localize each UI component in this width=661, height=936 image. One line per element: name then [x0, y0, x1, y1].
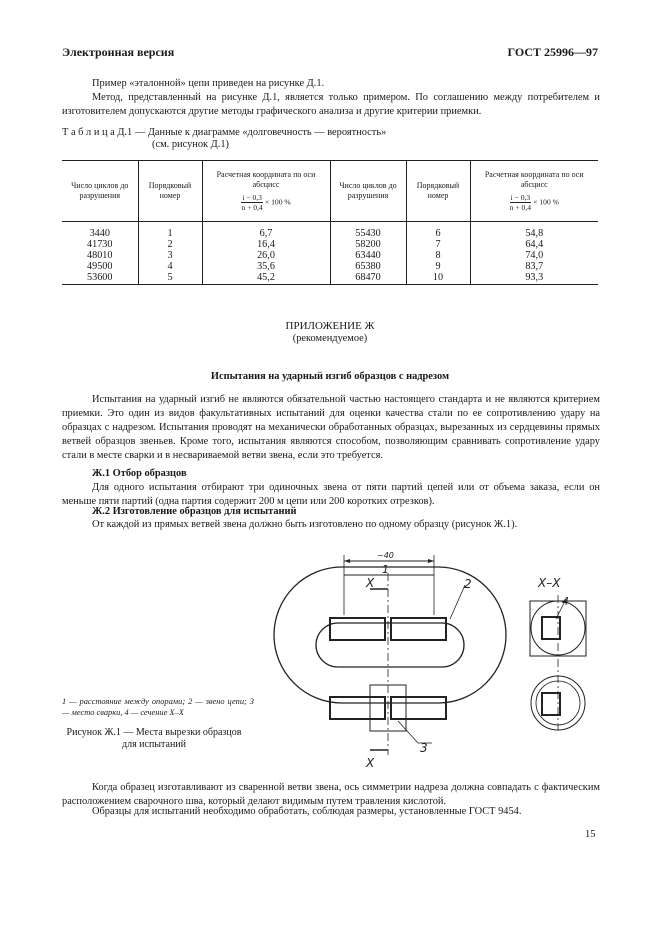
appendix-heading: Испытания на ударный изгиб образцов с надрезом: [210, 371, 450, 382]
cell: 49500: [62, 261, 138, 272]
cell: 64,4: [525, 238, 544, 250]
section-1-heading: Ж.1 Отбор образцов: [92, 468, 187, 479]
header-cycles-left: Число циклов до разрушения: [62, 161, 138, 222]
cell: 93,3: [525, 271, 544, 283]
table-row: [62, 228, 598, 239]
cell: 26,0: [202, 250, 330, 261]
header-left: Электронная версия: [62, 45, 175, 59]
cell: 6: [406, 228, 470, 239]
cell: 68470: [330, 272, 406, 283]
cell: 55430: [330, 228, 406, 239]
cell: 54,8: [525, 227, 544, 239]
cell: 1: [138, 228, 202, 239]
cell: 83,7: [525, 260, 544, 272]
section-2-heading: Ж.2 Изготовление образцов для испытаний: [92, 506, 297, 517]
table-subtitle: (см. рисунок Д.1): [152, 139, 230, 150]
table-row: [62, 250, 598, 261]
header-right: ГОСТ 25996—97: [507, 45, 598, 59]
header-coord-text: Расчетная координата по оси абсцисс: [216, 170, 316, 189]
table-title: Т а б л и ц а Д.1 — Данные к диаграмме «долговечность — вероятность»: [62, 127, 387, 138]
header-cycles-right: Число циклов до разрушения: [330, 161, 406, 222]
cell: 41730: [62, 239, 138, 250]
label-section: X–X: [538, 576, 561, 590]
figure-caption: Рисунок Ж.1 — Места вырезки образцов для испытаний: [66, 727, 242, 750]
header-coord-right: [470, 161, 598, 222]
formula-denominator: n + 0,4: [509, 203, 532, 212]
page-number: 15: [585, 829, 596, 840]
formula-numerator: i − 0,3: [510, 193, 531, 202]
closing-paragraph-1: Когда образец изготавливают из сваренной ветви звена, ось симметрии надреза должна совпадать с фактическим расположением сварочного шва, который делают видимым путем травления кислотой.: [62, 782, 600, 807]
label-4: 4: [562, 595, 569, 608]
label-1: 1: [382, 563, 389, 576]
intro-paragraph-1: Пример «эталонной» цепи приведен на рисунке Д.1.: [92, 78, 325, 89]
cell: 8: [406, 250, 470, 261]
cell: 63440: [330, 250, 406, 261]
header-coord-left: [202, 161, 330, 222]
section-1-text: Для одного испытания отбирают три одиночных звена от пяти партий цепей или от объема заказа, если он меньше пяти партий (одна партия содержит 200 м цепи или 200 коротких отрезков).: [62, 482, 600, 507]
cell: 9: [406, 261, 470, 272]
cell: 35,6: [202, 261, 330, 272]
header-formula: [471, 193, 599, 212]
cell: 48010: [62, 250, 138, 261]
intro-paragraph-2: Метод, представленный на рисунке Д.1, является только примером. По соглашению между потребителем и изготовителем допускаются другие методы графического анализа и другие критерии приемки.: [62, 92, 600, 117]
formula-multiplier: × 100 %: [264, 197, 291, 207]
appendix-title: ПРИЛОЖЕНИЕ Ж: [285, 320, 375, 332]
cell: 5: [138, 272, 202, 283]
cell: 74,0: [525, 249, 544, 261]
cell: 65380: [330, 261, 406, 272]
table-row: [62, 239, 598, 250]
header-order-left: Порядковый номер: [138, 161, 202, 222]
cell: 3: [138, 250, 202, 261]
closing-paragraph-2: Образцы для испытаний необходимо обработать, соблюдая размеры, установленные ГОСТ 9454.: [92, 806, 522, 817]
appendix-subtitle: (рекомендуемое): [292, 333, 368, 344]
cell: 16,4: [202, 239, 330, 250]
cell: 6,7: [202, 228, 330, 239]
header-order-right: Порядковый номер: [406, 161, 470, 222]
header-coord-text: Расчетная координата по оси абсцисс: [484, 170, 584, 189]
cell: 53600: [62, 272, 138, 283]
formula-fraction: [510, 193, 532, 212]
formula-fraction: [241, 193, 263, 212]
cell: 4: [138, 261, 202, 272]
cell: 7: [406, 239, 470, 250]
cell: 3440: [62, 228, 138, 239]
label-x-top: X: [366, 576, 375, 590]
table-row: [62, 261, 598, 272]
appendix-paragraph-1: Испытания на ударный изгиб не являются обязательной частью настоящего стандарта и не являются критерием приемки. Это один из видов факультативных испытаний для оценки качества стали по ее сопротивлению удару на образцах с надрезом. Испытания проводят на механически обработанных образцах, вырезанных из сердцевины прямых ветвей образцов звеньев. Кроме того, испытания являются способом, позволяющим сравнивать сопротивление удару стали в месте сварки и в несвариваемой ветви звена, если это требуется.: [62, 394, 600, 461]
figure-legend: 1 — расстояние между опорами; 2 — звено цепи; 3 — место сварки, 4 — сечение X–X: [62, 697, 254, 717]
section-2-text: От каждой из прямых ветвей звена должно быть изготовлено по одному образцу (рисунок Ж.1).: [92, 519, 518, 530]
cell: 58200: [330, 239, 406, 250]
header-formula: [203, 193, 330, 212]
label-x-bottom: X: [366, 756, 375, 770]
formula-denominator: n + 0,4: [241, 203, 263, 212]
cell: 2: [138, 239, 202, 250]
dimension-label: ~40: [377, 551, 394, 560]
cell: 10: [406, 272, 470, 283]
label-3: 3: [420, 741, 428, 755]
cell: 45,2: [202, 272, 330, 283]
label-2: 2: [464, 577, 472, 591]
formula-multiplier: × 100 %: [533, 197, 559, 207]
data-table: [62, 160, 598, 285]
formula-numerator: i − 0,3: [242, 193, 262, 202]
figure-drawing: [260, 545, 600, 770]
table-row: [62, 272, 598, 283]
